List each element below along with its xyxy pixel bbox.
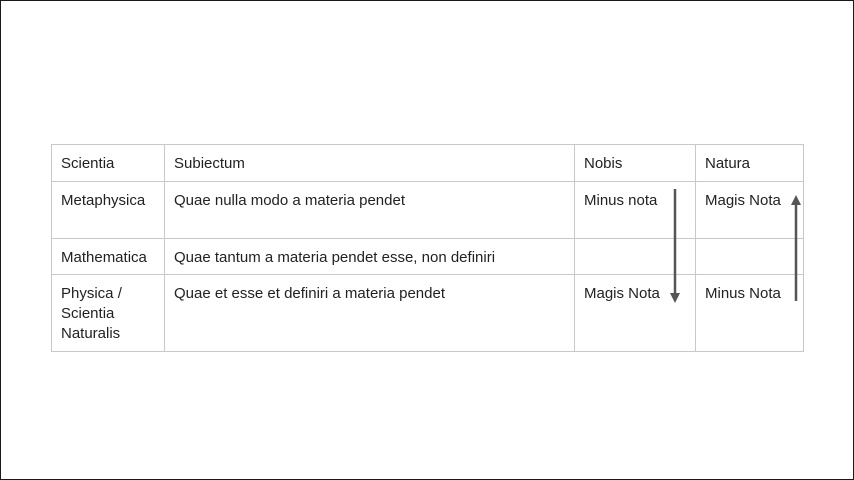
table-cell: Metaphysica [52,182,165,239]
table-cell: Quae et esse et definiri a materia pendet [165,275,575,352]
table-cell: Physica / Scientia Naturalis [52,275,165,352]
table-cell [696,239,804,275]
table-cell: Mathematica [52,239,165,275]
header-cell: Scientia [52,145,165,182]
table-header-row [52,145,804,182]
table-cell: Quae tantum a materia pendet esse, non definiri [165,239,575,275]
table-cell: Magis Nota [575,275,696,352]
table-row [52,239,804,275]
table-cell: Quae nulla modo a materia pendet [165,182,575,239]
header-cell: Natura [696,145,804,182]
table-cell: Minus Nota [696,275,804,352]
header-cell: Nobis [575,145,696,182]
table-row [52,275,804,352]
scientia-table [51,144,804,352]
table-cell [575,239,696,275]
table-cell: Minus nota [575,182,696,239]
header-cell: Subiectum [165,145,575,182]
table-cell: Magis Nota [696,182,804,239]
table-row [52,182,804,239]
